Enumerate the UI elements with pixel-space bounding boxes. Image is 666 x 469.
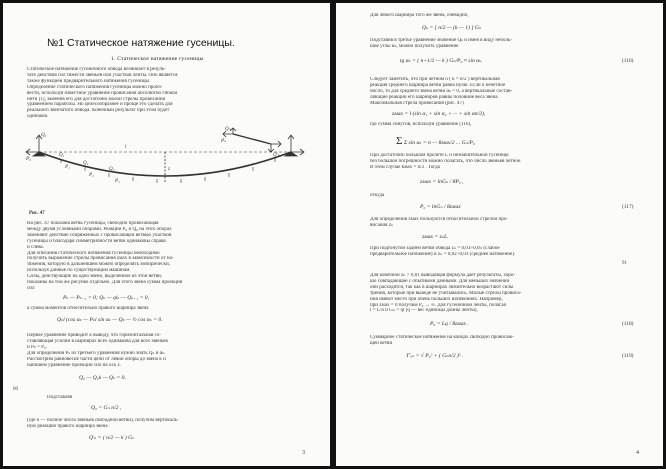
formula-zmax: zмах = l (sin α₁ + sin α₂ + ··· + sin αn/2), [392,111,486,117]
text-line: Для ковочной zₙ > 0,01 выводящая формула дает результаты, хоро- [370,273,516,278]
text-line: также функцией предварительного натяжения гусеницы. [27,78,151,84]
paragraph-total-tension [370,335,646,348]
paragraph-horizontal [27,333,307,369]
formula-q0: Q₀ = Gₙ n/2 , [91,405,122,411]
label-p2: P₂ [89,173,94,178]
text-line: реального звенчатого обвода. Конечный результат при этом будет [27,108,170,114]
formula-qk-prime: Q'ₖ = ( n/2 — k ) Gₙ [89,435,135,441]
page-number-left: 3 [302,450,305,456]
text-line: Рассмотрим равновесие части цепи от левой опоры до звена k и [27,356,166,362]
text-line: ную реакцию правого шарнира звена [27,423,108,429]
text-line: Для левого шарнира того же звена, очевидно, [370,13,469,18]
label-q2: Q₂ [83,161,89,166]
text-line: а сумма моментов относительно правого шарнира звена [27,306,149,311]
text-line: шо совпадающие с опытными данными. Для меньших значений [370,278,510,284]
label-q0: Q₀ [41,133,47,138]
formula-tan-alpha: tg αₖ = ( n+1/2 — k ) Gₙ/P₀ ≈ sin αₖ. [400,58,483,64]
text-line: уравнением параболы. Но целесообразнее и проще это сделать для [27,102,173,108]
paragraph-relative-sag [370,217,646,230]
text-line: щей ветви [370,340,393,346]
text-line: предварительное натяжение) и zₙ = 0,02÷0,03 (среднее натяжение). [370,251,516,257]
text-line: Силы, действующие на одно звено, выделенное из этой ветви, [27,274,162,280]
label-q1: Q₁ [59,153,65,158]
formula-zmax-zn: zмах = zₙL. [422,234,449,240]
text-line: заменяют действие сопряженных с провисающей ветвью участков [27,232,172,238]
text-line: Определение статического натяжения гусеницы можно произ- [27,84,163,90]
label-pn: Pₙ [221,139,227,144]
text-line: Для определения zмах пользуются относительной стрелой про- [370,217,509,222]
text-line: (где n — полное число звеньев свободной ветви), получим вертикаль- [27,418,179,423]
text-line: и слева. [27,244,44,250]
equation-number-117: (117) [622,204,634,210]
formula-projections: Pₖ — Pₖ₋₁ = 0; Qₖ — qlₖ — Qₖ₋₁ = 0, [63,295,149,301]
page-right [336,3,663,466]
equation-number-118: (118) [622,321,634,327]
paragraph-validity [370,273,646,316]
text-line: сил [27,285,35,291]
text-line: тате действия сил тяжести звеньев или участков ленты. Оно является [27,72,178,78]
page-number-right: 4 [636,450,639,456]
text-line: Подставляя [47,395,73,400]
label-p3: P₃ [115,179,120,184]
paragraph-reaction [27,418,307,431]
text-line: В этом случае kмах = n/2 . Тогда [370,164,440,170]
label-qn: Qₙ [225,127,231,132]
label-z: z [168,167,170,172]
paragraph-moments [27,306,307,313]
text-line: На рис. 47 показана ветвь гусеницы, свободно провисающая [27,221,159,226]
margin-mark: 00 [13,387,18,392]
label-p1: P₁ [65,165,70,170]
section-heading: 1. Статическое натяжение гусеницы [111,56,204,62]
text-line: Подставив в третье уравнение значение Qₖ и имея в виду неболь- [370,38,512,43]
text-line: При подгонутой задней ветви обвода zₙ = 0,03÷0,05 (слабое [370,246,500,251]
formula-total-tension: T'ₒₙ = √ P₀² + ( Gₙn/2 )² . [406,353,464,359]
text-line: между двумя условными опорами. Реакции P₀ и Q₀ на этих опорах [27,226,172,232]
text-line: l = L/n и Gₙ = ql (q — вес единицы длины ленты), [370,308,478,314]
paragraph-tension-ranges [370,246,646,259]
text-line: ния имеют место при очень больших натяжениях. Например, [370,296,503,302]
label-p0: P₀ [26,157,31,162]
text-line: и Pₖ = P₀. [27,344,47,350]
label-l: l [125,145,127,150]
text-line: получить выражение стрелы провисания zмах в зависимости от на- [27,256,174,262]
label-qn-prime: Q'ₙ [273,153,280,158]
chain-sag-figure [25,126,308,198]
text-line: показаны на том же рисунке отдельно. Для этого звена сумма проекций [27,280,183,286]
text-line: ставляющая усилий в шарнирах всех одинакова для всех звеньев [27,338,168,344]
text-line: без большой погрешности можно полагать, что число звеньев четное. [370,158,522,164]
formula-moments: Qₖl (cos αₖ — Pₖl sin αₖ — Qₖ — ½ cos αₖ = 0. [57,317,163,323]
figure-caption: Рис. 47 [29,211,45,216]
label-q3: Q₃ [109,167,115,172]
text-line: Максимальная стрела провисания (рис. 47) [370,100,464,106]
page-left [3,3,330,466]
text-line: Статическое натяжение гусеничного обвода возникает в резуль- [27,67,166,72]
text-line: они расходятся, так как в шарнирах значительно возрастают силы [370,284,514,290]
paragraph-even-odd [370,77,646,108]
text-line: где сумма синусов, используя уравнение (116), [370,122,472,127]
text-line: Для описания статического натяжения гусеницы необходимо [27,250,160,256]
formula-zmax-ratio: zмах = lnGₙ / 8P₀ , [420,179,464,185]
paragraph-description [27,221,307,293]
paragraph-intro [27,67,307,123]
paragraph-even-links [370,153,646,172]
formula-qk: Qₖ = [ n/2 — (k — 1) ] Gₙ [422,25,482,31]
text-line: гусеницы и благодаря симметричности ветви одинаковы справа [27,238,166,244]
text-line: реакция среднего шарнира ветви равна нулю. Если n нечетное [370,82,506,88]
text-line: висания zₙ [370,222,394,228]
text-line: тяжения, которую в дальнейшем можно определять эмпирически, [27,262,170,268]
text-line: при zмах = 0 получим P₀ → ∞. Для гусеничной ленты, полагая [370,302,506,308]
text-line: Следует заметить, что при четном n ( k = n/2 ) вертикальная [370,77,500,82]
text-line: Суммарное статическое натяжение на концах свободно провисаю- [370,335,514,340]
paragraph-left-hinge [370,13,640,20]
text-line: При достаточно большом пролете L и незначительной гусенице [370,153,509,158]
side-number: 91 [622,261,627,266]
text-line: шие углы αₖ, можно получить уравнение [370,43,459,49]
text-line: одинаков. [27,114,49,120]
formula-equilibrium: Q₀ — Q₀k — Qₖ = 0. [79,375,126,381]
document-title: №1 Статическое натяжение гусеницы. [47,37,235,49]
text-line: откуда [370,193,385,198]
text-line: нити [1], заменив его для достаточно малой стрелы провисания [27,96,165,102]
paragraph-whence [370,193,646,200]
formula-p0: P₀ = lnGₙ / 8zмах [420,204,461,210]
text-line: используя данные по существующим машинам. [27,268,131,274]
formula-p0-track: P₀ = Lq / 8zмах . [430,321,469,327]
formula-sum-sines: Σ Σ sin αₖ = n — 8мах/2 ... Gₙ/P₀ [396,135,475,147]
text-line: напишем уравнение проекций сил на ось z. [27,362,121,368]
text-line: Первое уравнение приводит к выводу, что горизонтальная со- [27,333,161,338]
text-line: ляющие реакций его шарниров равны половине веса звена. [370,94,499,100]
equation-number-116: (116) [622,58,634,64]
paragraph-substitute [370,38,646,51]
text-line: вести, используя известное уравнение провисания абсолютно гибкой [27,90,178,96]
equation-number-119: (119) [622,353,634,359]
text-line: Для определения Pₖ из третьего уравнения нужно знать Qₖ и αₖ. [27,350,166,356]
text-line: число, то для среднего звена ветви αₖ = 0, а вертикальные состав- [370,88,513,94]
text-line: трения, которые при выводе не учитывались. Малые стрелы провиса- [370,290,522,296]
paragraph-substituting [47,395,307,402]
paragraph-sum-sines [370,122,646,129]
